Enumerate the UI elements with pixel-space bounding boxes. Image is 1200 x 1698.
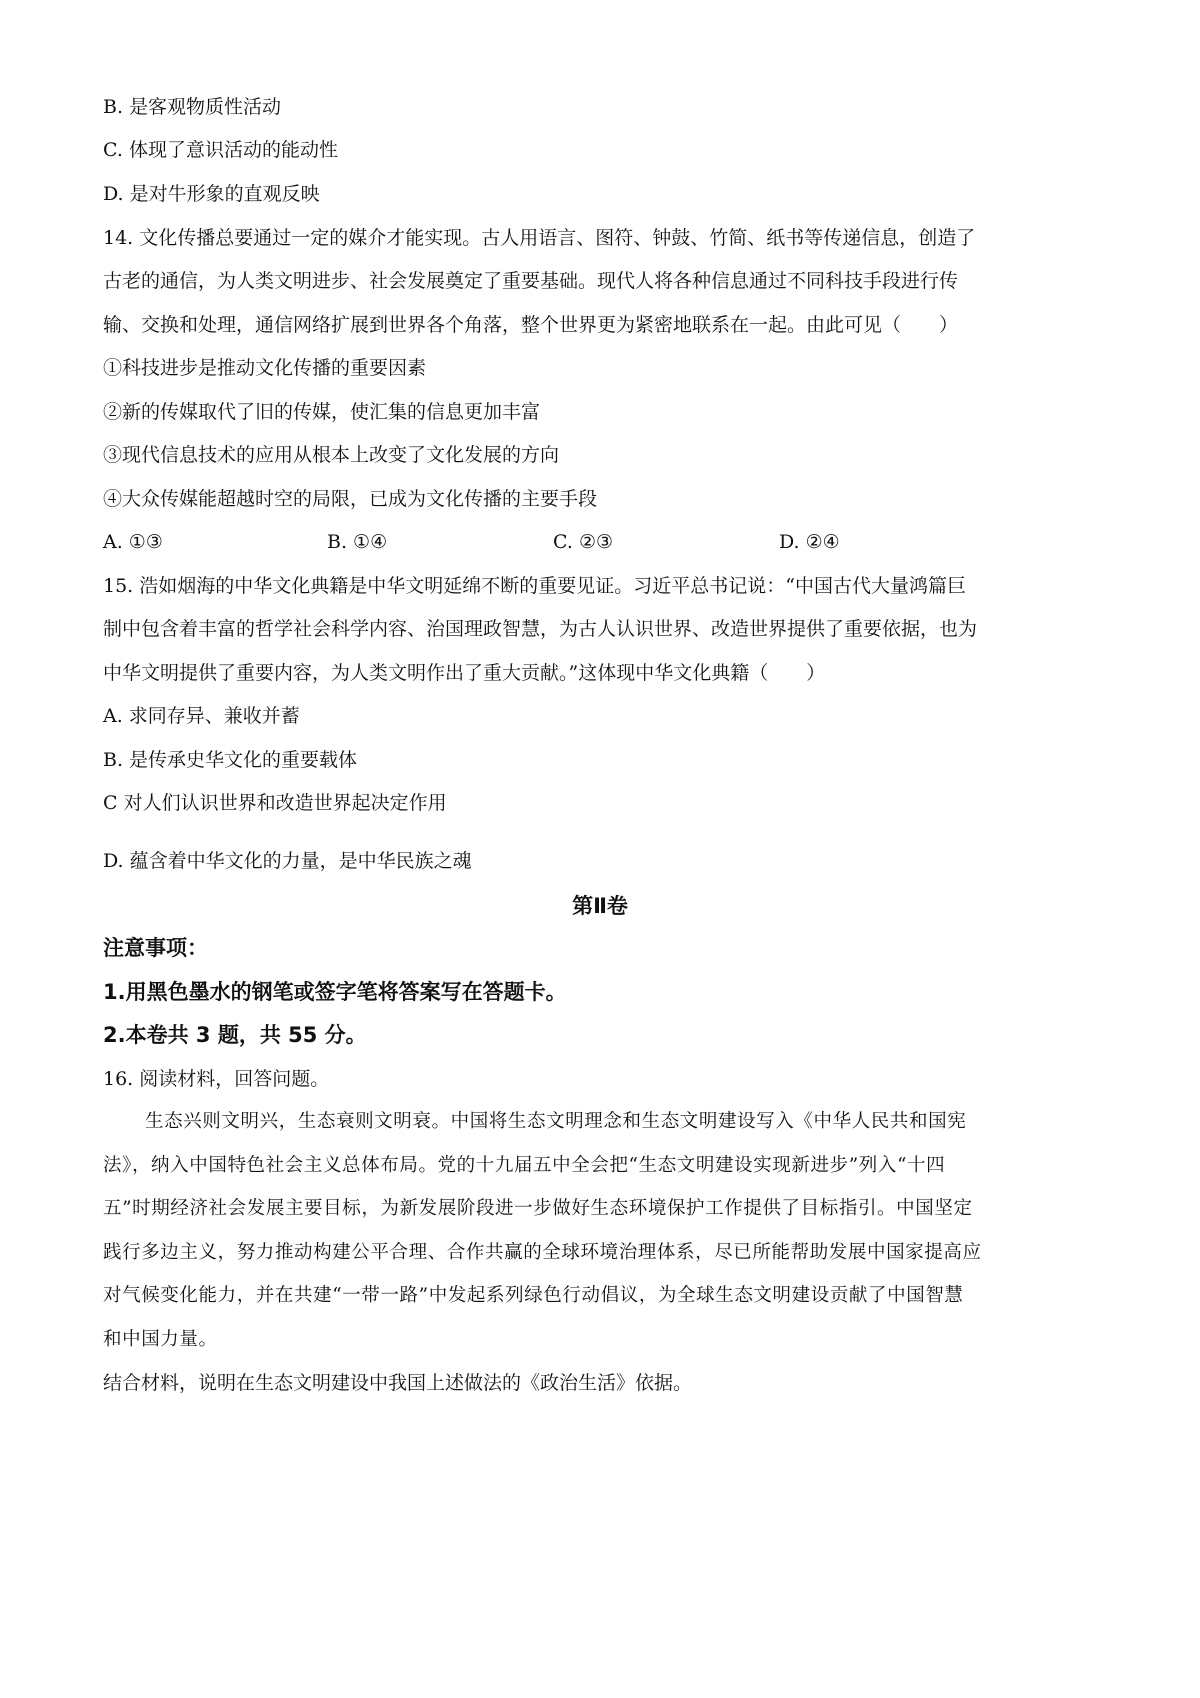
q15-stem-line-1: 15. 浩如烟海的中华文化典籍是中华文明延绵不断的重要见证。习近平总书记说：“中国古代大量鸿篇巨	[103, 575, 966, 597]
q14-statement-1: ①科技进步是推动文化传播的重要因素	[103, 357, 427, 379]
q15-option-b: B. 是传承史华文化的重要载体	[103, 749, 358, 771]
q16-material-line-1: 生态兴则文明兴，生态衰则文明衰。中国将生态文明理念和生态文明建设写入《中华人民共和国宪	[145, 1111, 967, 1132]
q16-material-line-5: 对气候变化能力，并在共建“一带一路”中发起系列绿色行动倡议，为全球生态文明建设贡献了中国智慧	[103, 1285, 964, 1306]
q14-statement-4: ④大众传媒能超越时空的局限，已成为文化传播的主要手段	[103, 488, 598, 510]
q16-material-line-6: 和中国力量。	[103, 1329, 218, 1350]
q14-option-b: B. ①④	[327, 531, 388, 553]
q16-question: 结合材料，说明在生态文明建设中我国上述做法的《政治生活》依据。	[103, 1372, 693, 1394]
q14-stem-line-1: 14. 文化传播总要通过一定的媒介才能实现。古人用语言、图符、钟鼓、竹简、纸书等传递信息，创造了	[103, 227, 976, 249]
q16-prompt: 16. 阅读材料，回答问题。	[103, 1068, 330, 1090]
notice-heading: 注意事项：	[103, 936, 208, 960]
q14-statement-3: ③现代信息技术的应用从根本上改变了文化发展的方向	[103, 444, 560, 466]
q15-option-a: A. 求同存异、兼收并蓄	[103, 705, 300, 727]
notice-item-1: 1.用黑色墨水的钢笔或签字笔将答案写在答题卡。	[103, 980, 567, 1004]
q15-option-c: C 对人们认识世界和改造世界起决定作用	[103, 792, 447, 814]
q15-option-d: D. 蕴含着中华文化的力量，是中华民族之魂	[103, 850, 472, 872]
prev-option-b: B. 是客观物质性活动	[103, 96, 282, 118]
q14-option-c: C. ②③	[553, 531, 614, 553]
q16-material-line-4: 践行多边主义，努力推动构建公平合理、合作共赢的全球环境治理体系，尽已所能帮助发展中国家提高应	[103, 1242, 982, 1263]
q14-stem-line-2: 古老的通信，为人类文明进步、社会发展奠定了重要基础。现代人将各种信息通过不同科技手段进行传	[103, 270, 959, 292]
q16-material-line-3: 五”时期经济社会发展主要目标，为新发展阶段进一步做好生态环境保护工作提供了目标指引。中国坚定	[103, 1198, 973, 1219]
prev-option-d: D. 是对牛形象的直观反映	[103, 183, 320, 205]
q15-stem-line-3: 中华文明提供了重要内容，为人类文明作出了重大贡献。”这体现中华文化典籍（ ）	[103, 662, 826, 684]
notice-item-2: 2.本卷共 3 题，共 55 分。	[103, 1023, 367, 1047]
prev-option-c: C. 体现了意识活动的能动性	[103, 139, 338, 161]
q14-statement-2: ②新的传媒取代了旧的传媒，使汇集的信息更加丰富	[103, 401, 541, 423]
section-title: 第Ⅱ卷	[572, 894, 628, 918]
q15-stem-line-2: 制中包含着丰富的哲学社会科学内容、治国理政智慧，为古人认识世界、改造世界提供了重要依据，也为	[103, 618, 978, 640]
q14-option-a: A. ①③	[103, 531, 163, 553]
q14-stem-line-3: 输、交换和处理，通信网络扩展到世界各个角落，整个世界更为紧密地联系在一起。由此可见（ ）	[103, 314, 959, 336]
q14-option-d: D. ②④	[779, 531, 840, 553]
q16-material-line-2: 法》，纳入中国特色社会主义总体布局。党的十九届五中全会把“生态文明建设实现新进步”列入“十四	[103, 1155, 946, 1176]
